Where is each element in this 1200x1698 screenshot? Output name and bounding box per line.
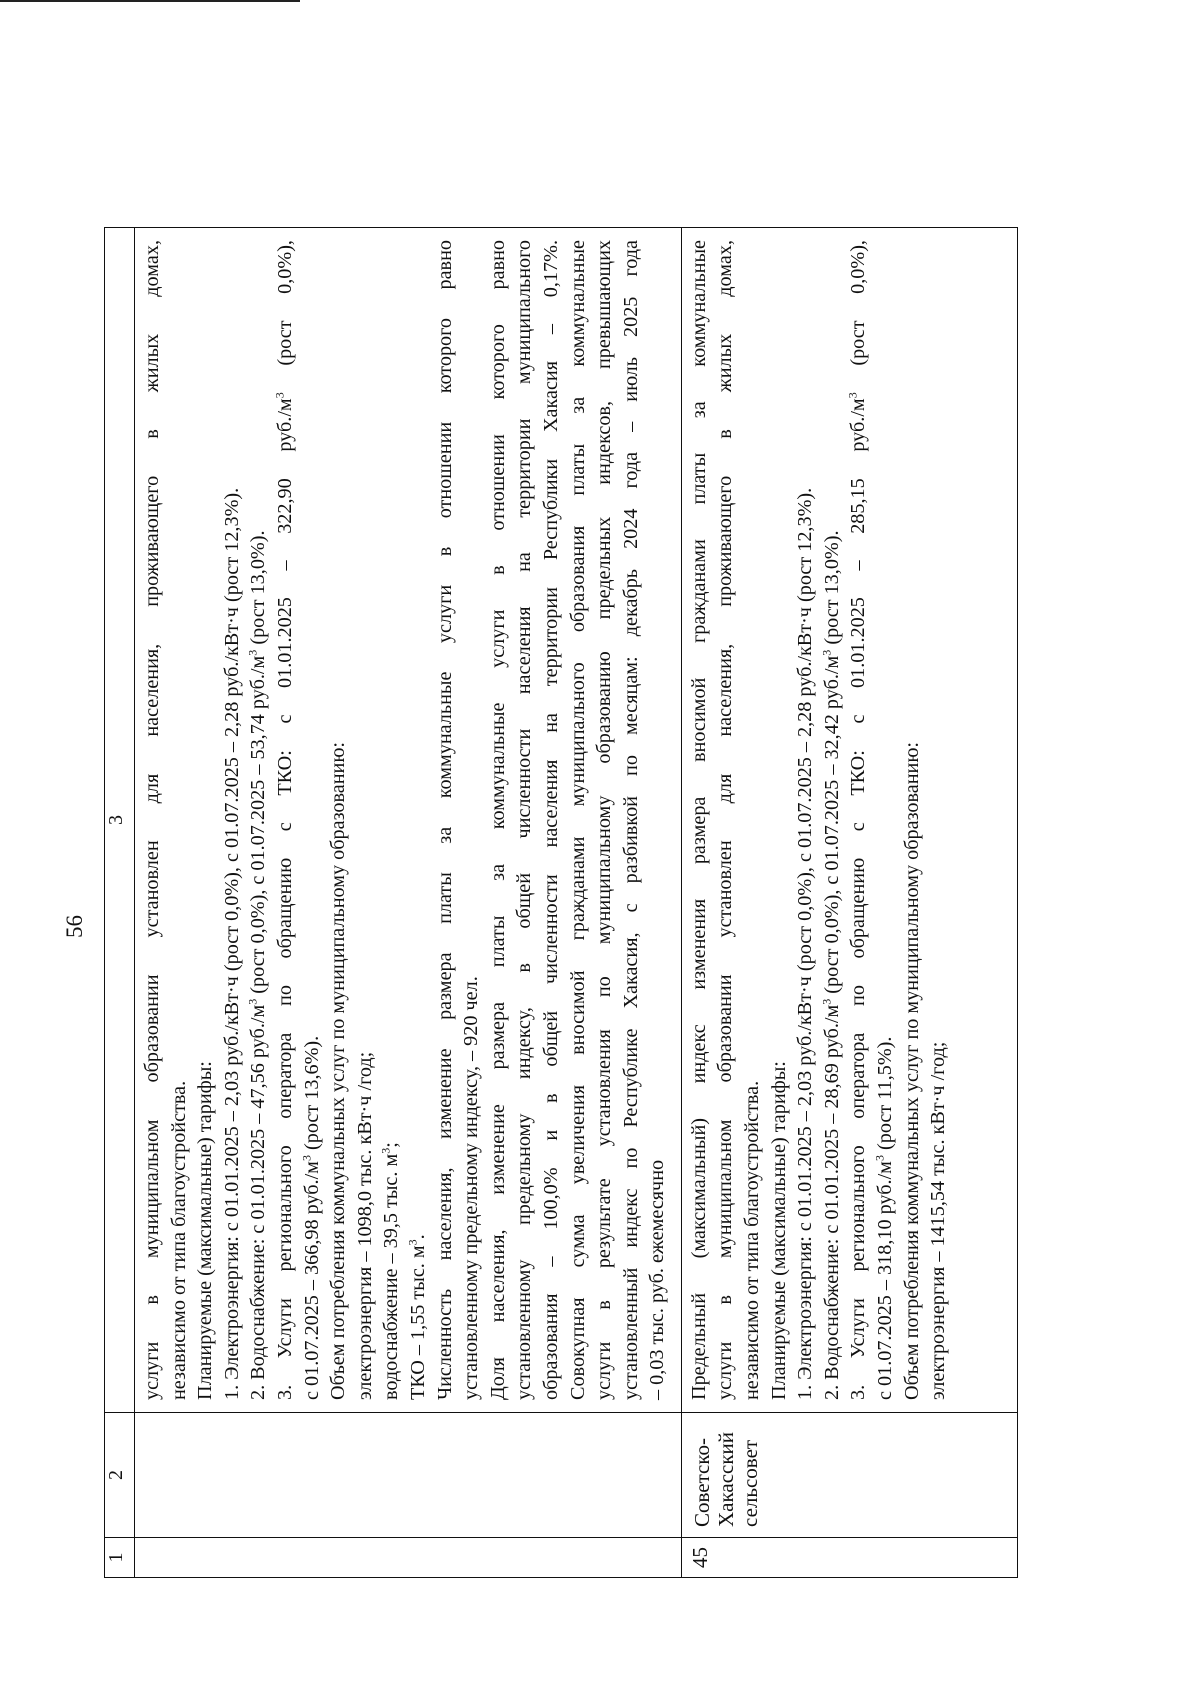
text-line: электроэнергия – 1098,0 тыс. кВт·ч /год; <box>353 1051 376 1400</box>
text-line: электроэнергия – 1415,54 тыс. кВт·ч /год; <box>927 1041 950 1400</box>
text-line: Численность населения, изменение размера платы за коммунальные услуги в отношении которого равно <box>433 240 456 1400</box>
text-line: 3. Услуги регионального оператора по обращению с ТКО: с 01.01.2025 – 285,15 $руб./м^3$ (рост 0,0%), <box>845 240 870 1400</box>
text-line: независимо от типа благоустройства. <box>167 1080 190 1400</box>
municipality-cell <box>135 1413 682 1538</box>
text-line: Планируемые (максимальные) тарифы: <box>194 1061 217 1400</box>
scan-edge-line <box>0 0 300 14</box>
text-line: Планируемые (максимальные) тарифы: <box>767 1061 790 1400</box>
table-header-row <box>105 228 135 1578</box>
text-line: Доля населения, изменение размера платы за коммунальные услуги в отношении которого равно <box>486 240 509 1400</box>
text-line: Совокупная сумма увеличения вносимой гражданами муниципального образования платы за коммунальные <box>566 240 589 1400</box>
text-line: водоснабжение – 39,5 тыс. $м^3$; <box>378 1142 403 1400</box>
text-line: услуги в результате установления по муниципальному образованию предельных индексов, превышающих <box>593 240 616 1400</box>
text-line: установленному предельному индексу, – 920 чел. <box>460 976 483 1400</box>
text-line: установленный индекс по Республике Хакасия, с разбивкой по месяцам: декабрь 2024 года – июль 2025 года <box>619 240 642 1400</box>
tariff-table <box>104 227 1018 1578</box>
description-cell <box>681 228 1017 1413</box>
column-header-2: 2 <box>105 1413 135 1538</box>
page-number: 56 <box>62 915 87 938</box>
text-line: установленному предельному индексу, в общей численности населения на территории муниципального <box>513 240 536 1400</box>
column-header-1: 1 <box>105 1538 135 1578</box>
text-line: с 01.07.2025 – 318,10 $руб./м^3$ (рост 11,5%). <box>872 1036 897 1400</box>
text-line: Объем потребления коммунальных услуг по муниципальному образованию: <box>327 741 350 1400</box>
column-header-3: 3 <box>105 228 135 1413</box>
text-line: 2. Водоснабжение: с 01.01.2025 – 47,56 $руб./м^3$ (рост 0,0%), с 01.07.2025 – 53,74 $руб./м^3$ (рост 13,0%). <box>245 530 270 1400</box>
text-line: 1. Электроэнергия: с 01.01.2025 – 2,03 руб./кВт·ч (рост 0,0%), с 01.07.2025 – 2,28 руб./кВт·ч (рост 12,3%). <box>220 487 243 1400</box>
text-line: услуги в муниципальном образовании установлен для населения, проживающего в жилых домах, <box>714 240 737 1400</box>
text-line: 1. Электроэнергия: с 01.01.2025 – 2,03 руб./кВт·ч (рост 0,0%), с 01.07.2025 – 2,28 руб./кВт·ч (рост 12,3%). <box>794 487 817 1400</box>
text-line: Объем потребления коммунальных услуг по муниципальному образованию: <box>900 741 923 1400</box>
municipality-name: Советско-Хакасский сельсовет <box>681 1413 1017 1538</box>
table-row <box>681 228 1017 1578</box>
text-line: независимо от типа благоустройства. <box>741 1080 764 1400</box>
text-line: услуги в муниципальном образовании установлен для населения, проживающего в жилых домах, <box>141 240 163 1400</box>
description-text <box>686 240 952 1400</box>
text-line: – 0,03 тыс. руб. ежемесячно <box>646 1159 669 1400</box>
text-line: 3. Услуги регионального оператора по обращению с ТКО: с 01.01.2025 – 322,90 $руб./м^3$ (рост 0,0%), <box>272 240 296 1400</box>
text-line: 2. Водоснабжение: с 01.01.2025 – 28,69 $руб./м^3$ (рост 0,0%), с 01.07.2025 – 32,42 $руб./м^3$ (рост 13,0%). <box>819 530 843 1400</box>
description-text <box>139 240 671 1400</box>
description-cell <box>135 228 682 1413</box>
table-row-continued <box>135 228 682 1578</box>
rotated-page-content <box>0 138 1100 1698</box>
text-line: с 01.07.2025 – 366,98 $руб./м^3$ (рост 13,6%). <box>298 1035 323 1400</box>
text-line: образования – 100,0% и в общей численности населения на территории Республики Хакасия – 0,17%. <box>539 240 562 1400</box>
row-number-cell: 45 <box>681 1538 1017 1578</box>
row-number-cell <box>135 1538 682 1578</box>
text-line: ТКО – 1,55 тыс. $м^3$. <box>405 1234 429 1400</box>
text-line: Предельный (максимальный) индекс изменения размера вносимой гражданами платы за коммунальные <box>687 240 710 1400</box>
